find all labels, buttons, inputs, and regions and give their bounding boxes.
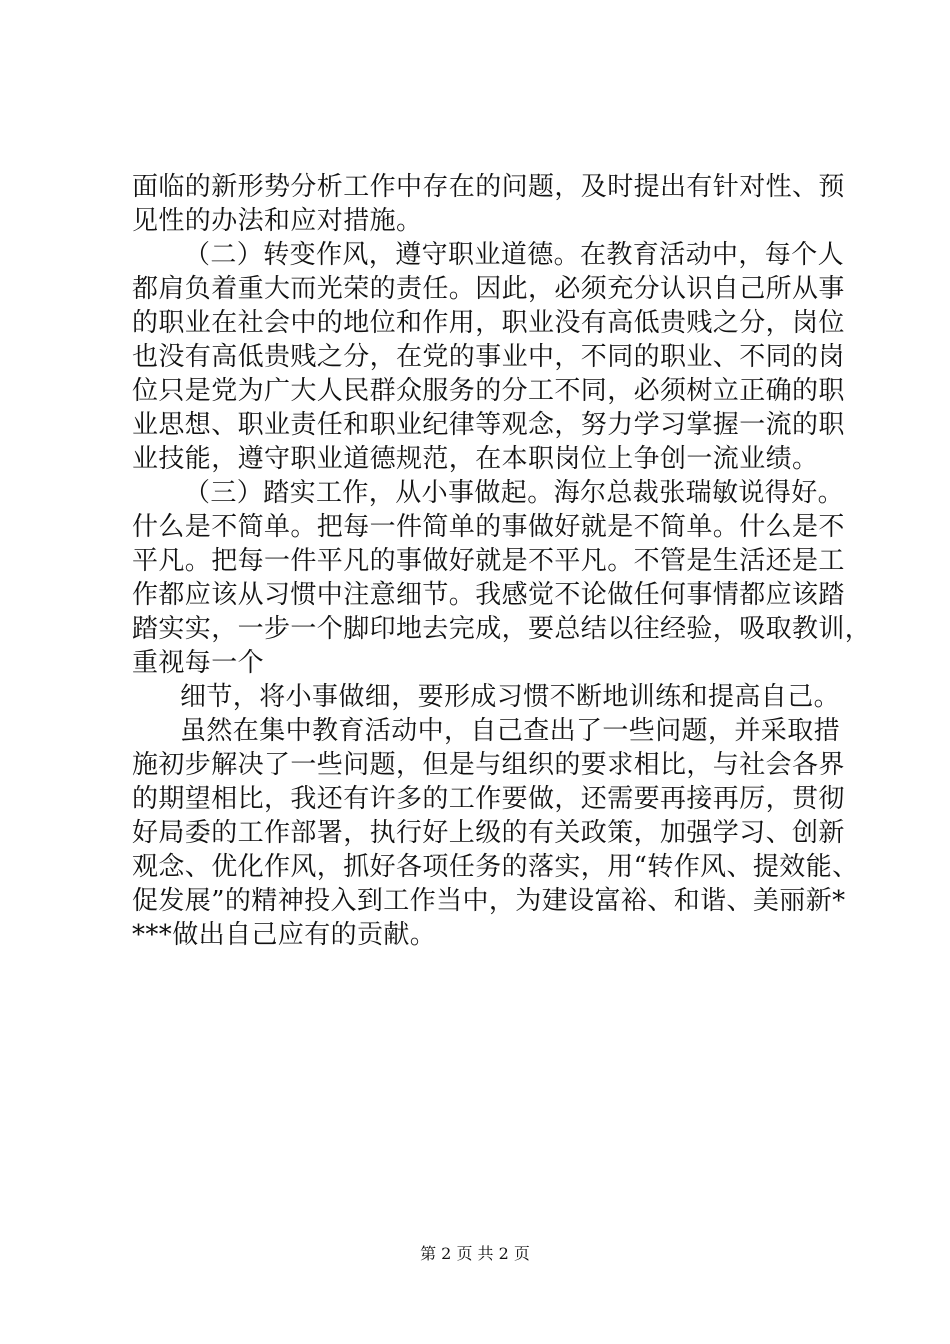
text-line: 作都应该从习惯中注意细节。我感觉不论做任何事情都应该踏 xyxy=(132,580,845,610)
text-line: 施初步解决了一些问题，但是与组织的要求相比，与社会各界 xyxy=(132,750,845,780)
text-line: 业技能，遵守职业道德规范，在本职岗位上争创一流业绩。 xyxy=(132,444,819,474)
text-line: 重视每一个 xyxy=(132,648,265,678)
text-line: 都肩负着重大而光荣的责任。因此，必须充分认识自己所从事 xyxy=(132,274,845,304)
text-line: 平凡。把每一件平凡的事做好就是不平凡。不管是生活还是工 xyxy=(132,546,845,576)
text-line: 的期望相比，我还有许多的工作要做，还需要再接再厉，贯彻 xyxy=(132,784,845,814)
text-line: 踏实实，一步一个脚印地去完成，要总结以往经验，吸取教训， xyxy=(132,614,872,644)
page-number-footer: 第 2 页 共 2 页 xyxy=(420,1244,530,1263)
text-line: 位只是党为广大人民群众服务的分工不同，必须树立正确的职 xyxy=(132,376,845,406)
text-line: 也没有高低贵贱之分，在党的事业中，不同的职业、不同的岗 xyxy=(132,342,845,372)
document-body xyxy=(132,170,872,952)
text-line: 好局委的工作部署，执行好上级的有关政策，加强学习、创新 xyxy=(132,818,845,848)
text-line: 虽然在集中教育活动中，自己查出了一些问题，并采取措 xyxy=(180,716,841,746)
text-line: 见性的办法和应对措施。 xyxy=(132,206,423,236)
text-line: 促发展”的精神投入到工作当中，为建设富裕、和谐、美丽新* xyxy=(132,886,846,916)
text-line: 细节，将小事做细，要形成习惯不断地训练和提高自己。 xyxy=(180,682,841,712)
text-line: 面临的新形势分析工作中存在的问题，及时提出有针对性、预 xyxy=(132,172,845,202)
text-line: 什么是不简单。把每一件简单的事做好就是不简单。什么是不 xyxy=(132,512,845,542)
text-line: 业思想、职业责任和职业纪律等观念，努力学习掌握一流的职 xyxy=(132,410,845,440)
text-line: 的职业在社会中的地位和作用，职业没有高低贵贱之分，岗位 xyxy=(132,308,845,338)
text-line: 观念、优化作风，抓好各项任务的落实，用“转作风、提效能、 xyxy=(132,852,859,882)
text-line: （二）转变作风，遵守职业道德。在教育活动中，每个人 xyxy=(184,240,845,270)
text-line: ***做出自己应有的贡献。 xyxy=(132,920,437,950)
text-line: （三）踏实工作，从小事做起。海尔总裁张瑞敏说得好。 xyxy=(184,478,845,508)
